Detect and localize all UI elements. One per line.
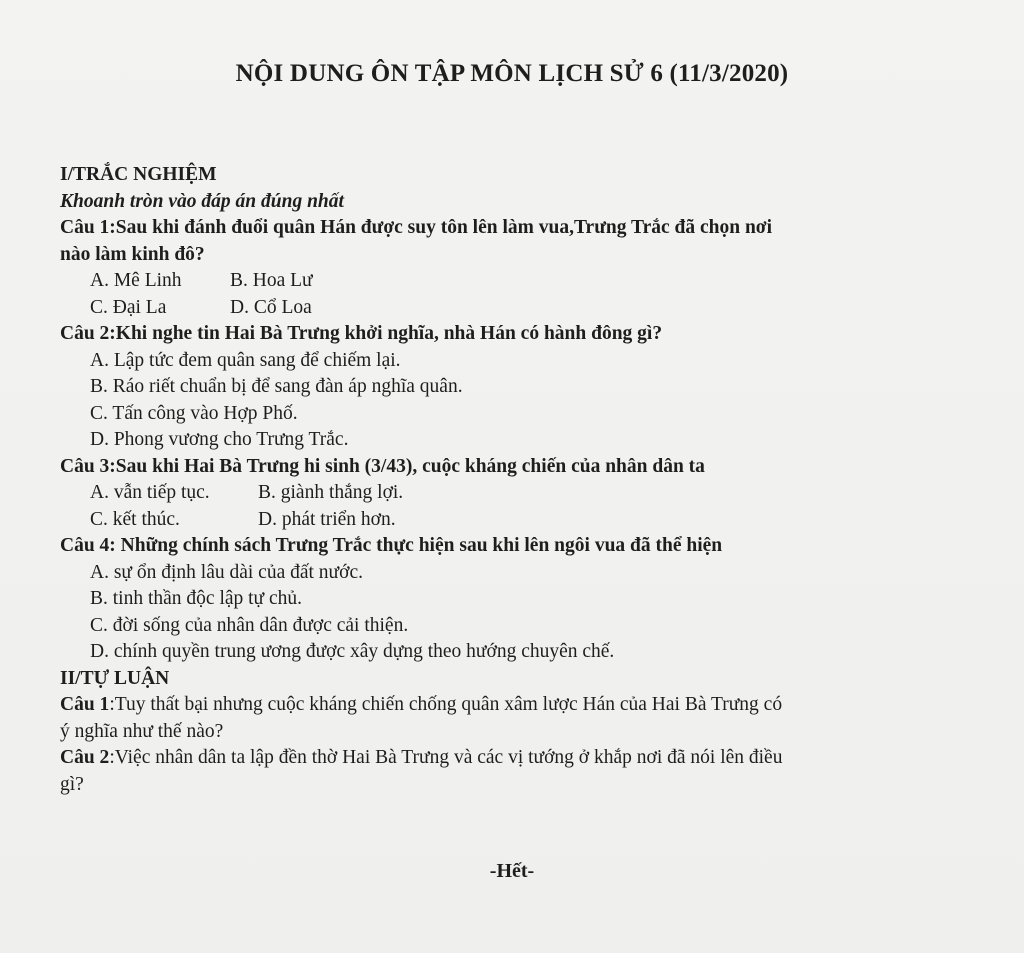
question-4: [60, 533, 950, 560]
option-a: A. vẫn tiếp tục.: [90, 482, 210, 503]
document-end-marker: -Hết-: [489, 860, 535, 882]
essay-question-1: [60, 692, 950, 719]
question-2-label: Câu 2:: [60, 323, 116, 344]
question-2: [60, 321, 950, 348]
option-b: B. Hoa Lư: [230, 270, 313, 291]
document-body: [60, 162, 950, 798]
essay-question-2: [60, 745, 950, 772]
essay-question-2-text-cont: gì?: [60, 773, 84, 795]
question-4-label: Câu 4:: [60, 535, 116, 556]
question-3-options-row1: [60, 480, 950, 507]
question-1-text: Sau khi đánh đuổi quân Hán được suy tôn lên làm vua,Trưng Trắc đã chọn nơi: [115, 217, 773, 238]
question-4-option-d: D. chính quyền trung ương được xây dựng theo hướng chuyên chế.: [90, 641, 615, 662]
question-4-option-b: B. tinh thần độc lập tự chủ.: [90, 588, 303, 609]
question-3: [60, 454, 950, 481]
question-4-option-a: A. sự ổn định lâu dài của đất nước.: [90, 561, 363, 583]
essay-question-1-text: :Tuy thất bại nhưng cuộc kháng chiến chống quân xâm lược Hán của Hai Bà Trưng có: [109, 694, 783, 715]
option-d: D. phát triển hơn.: [258, 508, 396, 530]
question-4-text: Những chính sách Trưng Trắc thực hiện sau khi lên ngôi vua đã thể hiện: [115, 535, 723, 556]
question-1-text-cont: nào làm kinh đô?: [60, 243, 205, 265]
option-a: A. Mê Linh: [90, 270, 182, 291]
section1-heading: I/TRẮC NGHIỆM: [60, 164, 217, 185]
option-d: D. Cổ Loa: [230, 296, 312, 318]
option-c: C. Đại La: [90, 296, 167, 318]
section2-heading: II/TỰ LUẬN: [60, 667, 170, 689]
question-4-option-c: C. đời sống của nhân dân được cải thiện.: [90, 614, 409, 636]
section1-instruction: Khoanh tròn vào đáp án đúng nhất: [60, 190, 344, 212]
essay-question-1-label: Câu 1: [60, 694, 110, 715]
question-1-options-row1: [60, 268, 950, 295]
question-1-options-row2: [60, 295, 950, 322]
question-1: [60, 215, 950, 242]
question-3-label: Câu 3:: [60, 455, 116, 477]
question-3-text: Sau khi Hai Bà Trưng hi sinh (3/43), cuộc kháng chiến của nhân dân ta: [115, 455, 705, 477]
option-c: C. kết thúc.: [90, 508, 180, 530]
option-b: B. giành thắng lợi.: [258, 482, 404, 503]
question-2-option-c: C. Tấn công vào Hợp Phố.: [90, 402, 298, 424]
question-2-text: Khi nghe tin Hai Bà Trưng khởi nghĩa, nhà Hán có hành đông gì?: [115, 323, 663, 344]
question-1-label: Câu 1:: [60, 217, 116, 238]
essay-question-2-text: :Việc nhân dân ta lập đền thờ Hai Bà Trưng và các vị tướng ở khắp nơi đã nói lên điều: [109, 747, 783, 768]
document-title: NỘI DUNG ÔN TẬP MÔN LỊCH SỬ 6 (11/3/2020): [235, 60, 789, 87]
essay-question-2-label: Câu 2: [60, 747, 110, 768]
essay-question-1-text-cont: ý nghĩa như thế nào?: [60, 720, 224, 742]
question-3-options-row2: [60, 507, 950, 534]
question-2-option-b: B. Ráo riết chuẩn bị để sang đàn áp nghĩa quân.: [90, 376, 463, 397]
question-2-option-a: A. Lập tức đem quân sang để chiếm lại.: [90, 349, 401, 371]
question-2-option-d: D. Phong vương cho Trưng Trắc.: [90, 429, 349, 450]
